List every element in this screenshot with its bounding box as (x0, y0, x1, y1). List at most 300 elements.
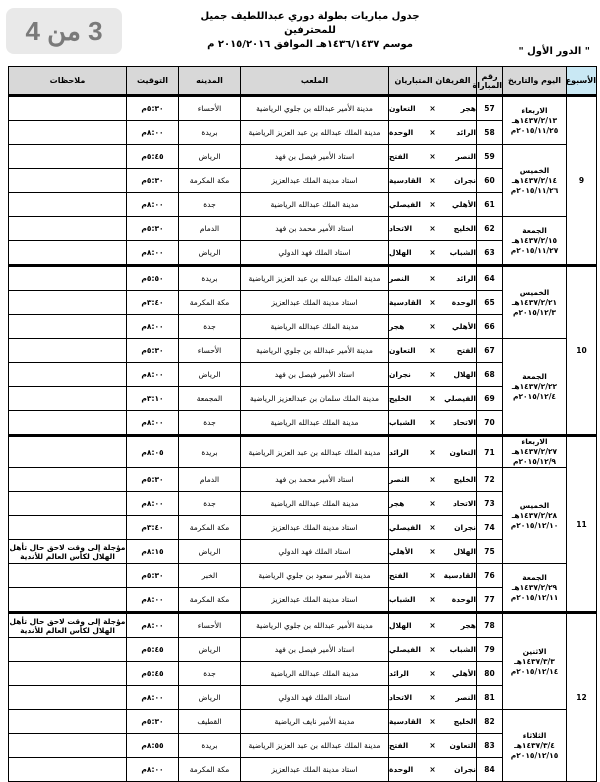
city-cell: جدة (179, 411, 241, 436)
hijri-date: ١٤٣٧/٢/١٥هـ (511, 235, 558, 245)
teams-pair (389, 621, 476, 630)
home-team: التعاون (449, 447, 476, 457)
home-team: الفتح (456, 346, 476, 355)
home-team: نجران (454, 176, 476, 185)
notes-cell (9, 169, 127, 193)
time-cell: ٣:١٠م (127, 387, 179, 411)
week-group (9, 266, 597, 436)
teams-cell (389, 436, 477, 468)
teams-cell (389, 540, 477, 564)
home-team: الشباب (449, 248, 476, 257)
notes-cell (9, 686, 127, 710)
city-cell: مكة المكرمة (179, 169, 241, 193)
away-team: الاتحاد (389, 693, 413, 702)
hijri-date: ١٤٣٧/٢/٢٩هـ (511, 582, 558, 592)
match-number: 59 (477, 145, 503, 169)
table-row (9, 217, 597, 241)
match-number: 82 (477, 710, 503, 734)
hijri-date: ١٤٣٧/٢/١٣هـ (511, 115, 558, 125)
round-label: " الدور الأول " (518, 46, 590, 57)
gregorian-date: ٢٠١٥/١١/٢٥م (510, 125, 559, 135)
teams-cell (389, 145, 477, 169)
city-cell: جدة (179, 315, 241, 339)
teams-cell (389, 411, 477, 436)
teams-cell (389, 266, 477, 291)
day-name: الجمعة (522, 371, 547, 381)
versus-mark: × (429, 621, 436, 630)
day-date-cell (503, 613, 567, 710)
teams-cell (389, 193, 477, 217)
notes-cell (9, 145, 127, 169)
day-date-cell (503, 217, 567, 266)
notes-cell (9, 710, 127, 734)
hijri-date: ١٤٣٧/٢/٢١هـ (511, 297, 558, 307)
stadium-cell: استاد مدينة الملك عبدالعزيز (241, 516, 389, 540)
match-number: 70 (477, 411, 503, 436)
time-cell: ٨:٠٠م (127, 121, 179, 145)
city-cell: جدة (179, 193, 241, 217)
time-cell: ٨:٠٠م (127, 758, 179, 782)
stadium-cell: مدينة الأمير سعود بن جلوي الرياضية (241, 564, 389, 588)
notes-cell: مؤجلة إلى وقت لاحق حال تأهل الهلال لكأس العالم للأندية (9, 540, 127, 564)
city-cell: جدة (179, 492, 241, 516)
time-cell: ٥:٣٠م (127, 339, 179, 363)
day-name: الخميس (519, 287, 550, 297)
notes-cell (9, 662, 127, 686)
teams-pair (389, 248, 476, 257)
versus-mark: × (429, 248, 436, 257)
city-cell: بريدة (179, 121, 241, 145)
stadium-cell: مدينة الملك عبدالله الرياضية (241, 193, 389, 217)
stadium-cell: مدينة الملك عبدالله بن عبد العزيز الرياضية (241, 266, 389, 291)
teams-pair (389, 418, 476, 427)
season-line: موسم ١٤٣٦/١٤٣٧هـ الموافق ٢٠١٥/٢٠١٦ م (207, 39, 413, 50)
hijri-date: ١٤٣٧/٣/٤هـ (514, 740, 555, 750)
time-cell: ٥:٥٠م (127, 266, 179, 291)
city-cell: بريدة (179, 266, 241, 291)
city-cell: بريدة (179, 734, 241, 758)
teams-cell (389, 217, 477, 241)
teams-pair (389, 370, 476, 379)
versus-mark: × (429, 224, 436, 233)
teams-cell (389, 363, 477, 387)
home-team: نجران (454, 523, 476, 532)
day-name: الجمعة (522, 572, 547, 582)
teams-pair (389, 595, 476, 604)
teams-cell (389, 686, 477, 710)
match-number: 79 (477, 638, 503, 662)
city-cell: الخبر (179, 564, 241, 588)
gregorian-date: ٢٠١٥/١١/٢٧م (510, 245, 559, 255)
document-header (180, 10, 440, 52)
col-time: التوقيت (127, 67, 179, 96)
table-header-row (9, 67, 597, 96)
city-cell: الأحساء (179, 613, 241, 638)
stadium-cell: استاد الأمير فيصل بن فهد (241, 145, 389, 169)
stadium-cell: مدينة الملك عبدالله الرياضية (241, 662, 389, 686)
teams-pair (389, 669, 476, 678)
match-number: 57 (477, 96, 503, 121)
home-team: الوحدة (451, 298, 476, 307)
stadium-cell: مدينة الملك سلمان بن عبدالعزيز الرياضية (241, 387, 389, 411)
city-cell: الأحساء (179, 339, 241, 363)
away-team: الوحدة (389, 765, 414, 774)
col-day-date: اليوم والتاريخ (503, 67, 567, 96)
table-row (9, 710, 597, 734)
home-team: الهلال (453, 547, 476, 556)
home-team: هجر (460, 104, 476, 113)
table-row (9, 468, 597, 492)
teams-pair (389, 224, 476, 233)
stadium-cell: مدينة الأمير نايف الرياضية (241, 710, 389, 734)
gregorian-date: ٢٠١٥/١٢/٣م (512, 307, 557, 317)
away-team: النصر (389, 274, 410, 283)
home-team: النصر (455, 152, 476, 161)
notes-cell (9, 758, 127, 782)
notes-cell (9, 266, 127, 291)
match-number: 71 (477, 436, 503, 468)
time-cell: ٥:٤٥م (127, 145, 179, 169)
home-team: الرائد (456, 274, 476, 283)
versus-mark: × (429, 717, 436, 726)
versus-mark: × (429, 595, 436, 604)
gregorian-date: ٢٠١٥/١٢/١٤م (510, 666, 559, 676)
stadium-cell: استاد مدينة الملك عبدالعزيز (241, 758, 389, 782)
day-name: الخميس (519, 500, 550, 510)
day-name: الخميس (519, 165, 550, 175)
away-team: الوحدة (389, 128, 414, 137)
match-number: 84 (477, 758, 503, 782)
teams-pair (389, 346, 476, 355)
notes-cell (9, 193, 127, 217)
versus-mark: × (429, 669, 436, 678)
day-date-cell (503, 564, 567, 613)
city-cell: الأحساء (179, 96, 241, 121)
stadium-cell: استاد الأمير فيصل بن فهد (241, 363, 389, 387)
match-number: 80 (477, 662, 503, 686)
home-team: القادسية (443, 571, 476, 580)
time-cell: ٥:٣٠م (127, 710, 179, 734)
away-team: النصر (389, 475, 410, 484)
versus-mark: × (429, 571, 436, 580)
versus-mark: × (429, 499, 436, 508)
teams-cell (389, 241, 477, 266)
day-date-cell (503, 710, 567, 782)
notes-cell (9, 121, 127, 145)
week-number-cell: 11 (567, 436, 597, 613)
away-team: التعاون (389, 346, 416, 355)
hijri-date: ١٤٣٧/٢/٢٧هـ (511, 447, 558, 456)
versus-mark: × (429, 418, 436, 427)
match-number: 60 (477, 169, 503, 193)
away-team: القادسية (389, 176, 422, 185)
hijri-date: ١٤٣٧/٢/٢٨هـ (511, 510, 558, 520)
city-cell: مكة المكرمة (179, 588, 241, 613)
city-cell: مكة المكرمة (179, 516, 241, 540)
col-week: الأسبوع (567, 67, 597, 96)
notes-cell (9, 411, 127, 436)
time-cell: ٨:٠٠م (127, 193, 179, 217)
city-cell: الرياض (179, 241, 241, 266)
notes-cell (9, 638, 127, 662)
week-number-cell: 9 (567, 96, 597, 266)
match-number: 62 (477, 217, 503, 241)
stadium-cell: استاد الأمير محمد بن فهد (241, 217, 389, 241)
day-name: الاربعاء (521, 105, 548, 115)
time-cell: ٨:٠٠م (127, 315, 179, 339)
day-date-cell (503, 436, 567, 468)
teams-cell (389, 492, 477, 516)
col-notes: ملاحظات (9, 67, 127, 96)
teams-pair (389, 448, 476, 457)
home-team: الأهلي (451, 200, 476, 209)
time-cell: ٣:٤٠م (127, 516, 179, 540)
home-team: الهلال (453, 370, 476, 379)
teams-cell (389, 710, 477, 734)
away-team: الخليج (389, 394, 412, 403)
teams-pair (389, 475, 476, 484)
match-number: 76 (477, 564, 503, 588)
home-team: الفيصلي (444, 394, 476, 403)
stadium-cell: استاد الملك فهد الدولي (241, 686, 389, 710)
time-cell: ٨:٠٠م (127, 363, 179, 387)
notes-cell (9, 315, 127, 339)
table-row (9, 266, 597, 291)
day-name: الجمعة (522, 225, 547, 235)
day-date-cell (503, 96, 567, 145)
teams-cell (389, 564, 477, 588)
teams-pair (389, 274, 476, 283)
away-team: الرائد (389, 447, 409, 457)
stadium-cell: استاد الملك فهد الدولي (241, 540, 389, 564)
teams-cell (389, 734, 477, 758)
teams-cell (389, 638, 477, 662)
teams-cell (389, 387, 477, 411)
city-cell: بريدة (179, 436, 241, 468)
gregorian-date: ٢٠١٥/١٢/١٥م (510, 750, 559, 760)
hijri-date: ١٤٣٧/٣/٣هـ (514, 656, 555, 666)
away-team: الشباب (389, 595, 416, 604)
day-date-cell (503, 266, 567, 339)
teams-cell (389, 169, 477, 193)
notes-cell (9, 217, 127, 241)
week-group (9, 96, 597, 266)
match-number: 65 (477, 291, 503, 315)
teams-cell (389, 339, 477, 363)
versus-mark: × (429, 547, 436, 556)
col-stadium: الملعب (241, 67, 389, 96)
match-number: 78 (477, 613, 503, 638)
week-group (9, 613, 597, 782)
table-row (9, 436, 597, 468)
teams-pair (389, 571, 476, 580)
stadium-cell: مدينة الملك عبدالله بن عبد العزيز الرياضية (241, 436, 389, 468)
match-number: 58 (477, 121, 503, 145)
home-team: الخليج (453, 475, 476, 484)
versus-mark: × (429, 394, 436, 403)
time-cell: ٨:٠٠م (127, 613, 179, 638)
time-cell: ٨:١٥م (127, 540, 179, 564)
teams-pair (389, 741, 476, 750)
match-number: 69 (477, 387, 503, 411)
time-cell: ٥:٤٥م (127, 662, 179, 686)
home-team: هجر (460, 621, 476, 630)
teams-pair (389, 104, 476, 113)
document-title: جدول مباريات بطولة دوري عبداللطيف جميل للمحترفين (200, 11, 420, 36)
home-team: الخليج (453, 717, 476, 726)
teams-cell (389, 121, 477, 145)
teams-pair (389, 152, 476, 161)
day-date-cell (503, 468, 567, 564)
away-team: الفيصلي (389, 523, 421, 532)
away-team: الهلال (389, 248, 412, 257)
stadium-cell: مدينة الملك عبدالله الرياضية (241, 315, 389, 339)
time-cell: ٨:٠٠م (127, 686, 179, 710)
schedule-table (8, 66, 597, 782)
time-cell: ٨:٠٠م (127, 241, 179, 266)
away-team: الاتحاد (389, 224, 413, 233)
home-team: نجران (454, 765, 476, 774)
teams-cell (389, 613, 477, 638)
city-cell: جدة (179, 662, 241, 686)
teams-cell (389, 96, 477, 121)
notes-cell (9, 363, 127, 387)
stadium-cell: استاد الأمير محمد بن فهد (241, 468, 389, 492)
city-cell: الرياض (179, 363, 241, 387)
hijri-date: ١٤٣٧/٢/٢٢هـ (511, 381, 558, 391)
time-cell: ٥:٤٥م (127, 638, 179, 662)
time-cell: ٣:٤٠م (127, 291, 179, 315)
versus-mark: × (429, 128, 436, 137)
time-cell: ٥:٣٠م (127, 217, 179, 241)
notes-cell (9, 516, 127, 540)
teams-pair (389, 200, 476, 209)
table-row (9, 96, 597, 121)
home-team: الأهلي (451, 669, 476, 678)
time-cell: ٥:٣٠م (127, 96, 179, 121)
city-cell: الدمام (179, 468, 241, 492)
versus-mark: × (429, 176, 436, 185)
notes-cell (9, 492, 127, 516)
match-number: 63 (477, 241, 503, 266)
gregorian-date: ٢٠١٥/١٢/١٠م (510, 520, 559, 530)
notes-cell (9, 96, 127, 121)
home-team: النصر (455, 693, 476, 702)
versus-mark: × (429, 274, 436, 283)
versus-mark: × (429, 298, 436, 307)
stadium-cell: مدينة الملك عبدالله بن عبد العزيز الرياضية (241, 734, 389, 758)
city-cell: المجمعة (179, 387, 241, 411)
teams-pair (389, 499, 476, 508)
table-row (9, 339, 597, 363)
match-number: 66 (477, 315, 503, 339)
away-team: التعاون (389, 104, 416, 113)
table-row (9, 613, 597, 638)
stadium-cell: مدينة الملك عبدالله الرياضية (241, 492, 389, 516)
notes-cell (9, 468, 127, 492)
notes-cell (9, 436, 127, 468)
away-team: القادسية (389, 298, 422, 307)
versus-mark: × (429, 152, 436, 161)
match-number: 75 (477, 540, 503, 564)
stadium-cell: استاد مدينة الملك عبدالعزيز (241, 291, 389, 315)
notes-cell (9, 734, 127, 758)
time-cell: ٨:٠٠م (127, 588, 179, 613)
versus-mark: × (429, 741, 436, 750)
versus-mark: × (429, 475, 436, 484)
gregorian-date: ٢٠١٥/١٢/٤م (512, 391, 557, 401)
teams-cell (389, 662, 477, 686)
day-name: الاثنين (522, 646, 547, 656)
teams-pair (389, 394, 476, 403)
versus-mark: × (429, 523, 436, 532)
teams-pair (389, 298, 476, 307)
away-team: الشباب (389, 418, 416, 427)
stadium-cell: مدينة الأمير عبدالله بن جلوي الرياضية (241, 339, 389, 363)
notes-cell (9, 339, 127, 363)
teams-cell (389, 291, 477, 315)
gregorian-date: ٢٠١٥/١٢/٩م (512, 457, 557, 466)
time-cell: ٨:٠٠م (127, 492, 179, 516)
match-number: 81 (477, 686, 503, 710)
col-teams: الفريقان المتباريان (389, 67, 477, 96)
versus-mark: × (429, 200, 436, 209)
stadium-cell: مدينة الأمير عبدالله بن جلوي الرياضية (241, 96, 389, 121)
notes-cell (9, 588, 127, 613)
table-row (9, 145, 597, 169)
week-number-cell: 12 (567, 613, 597, 782)
notes-cell (9, 241, 127, 266)
match-number: 67 (477, 339, 503, 363)
teams-pair (389, 128, 476, 137)
versus-mark: × (429, 322, 436, 331)
col-match-no: رقم المباراة (477, 67, 503, 96)
week-group (9, 436, 597, 613)
day-date-cell (503, 339, 567, 436)
stadium-cell: استاد الأمير فيصل بن فهد (241, 638, 389, 662)
time-cell: ٥:٣٠م (127, 468, 179, 492)
stadium-cell: مدينة الأمير عبدالله بن جلوي الرياضية (241, 613, 389, 638)
teams-pair (389, 693, 476, 702)
day-name: الثلاثاء (522, 730, 547, 740)
gregorian-date: ٢٠١٥/١٢/١١م (510, 592, 559, 602)
city-cell: الرياض (179, 638, 241, 662)
teams-pair (389, 717, 476, 726)
away-team: الفتح (389, 741, 409, 750)
time-cell: ٥:٣٠م (127, 564, 179, 588)
city-cell: مكة المكرمة (179, 758, 241, 782)
teams-pair (389, 523, 476, 532)
away-team: الفتح (389, 571, 409, 580)
versus-mark: × (429, 645, 436, 654)
versus-mark: × (429, 370, 436, 379)
city-cell: مكة المكرمة (179, 291, 241, 315)
teams-pair (389, 645, 476, 654)
col-city: المدينه (179, 67, 241, 96)
match-number: 72 (477, 468, 503, 492)
home-team: الوحدة (451, 595, 476, 604)
teams-pair (389, 547, 476, 556)
page-number-badge: 3 من 4 (6, 8, 122, 54)
city-cell: الرياض (179, 686, 241, 710)
match-number: 61 (477, 193, 503, 217)
day-name: الاربعاء (521, 437, 548, 446)
time-cell: ٨:٠٥م (127, 436, 179, 468)
stadium-cell: مدينة الملك عبدالله بن عبد العزيز الرياضية (241, 121, 389, 145)
teams-pair (389, 322, 476, 331)
city-cell: الدمام (179, 217, 241, 241)
match-number: 73 (477, 492, 503, 516)
